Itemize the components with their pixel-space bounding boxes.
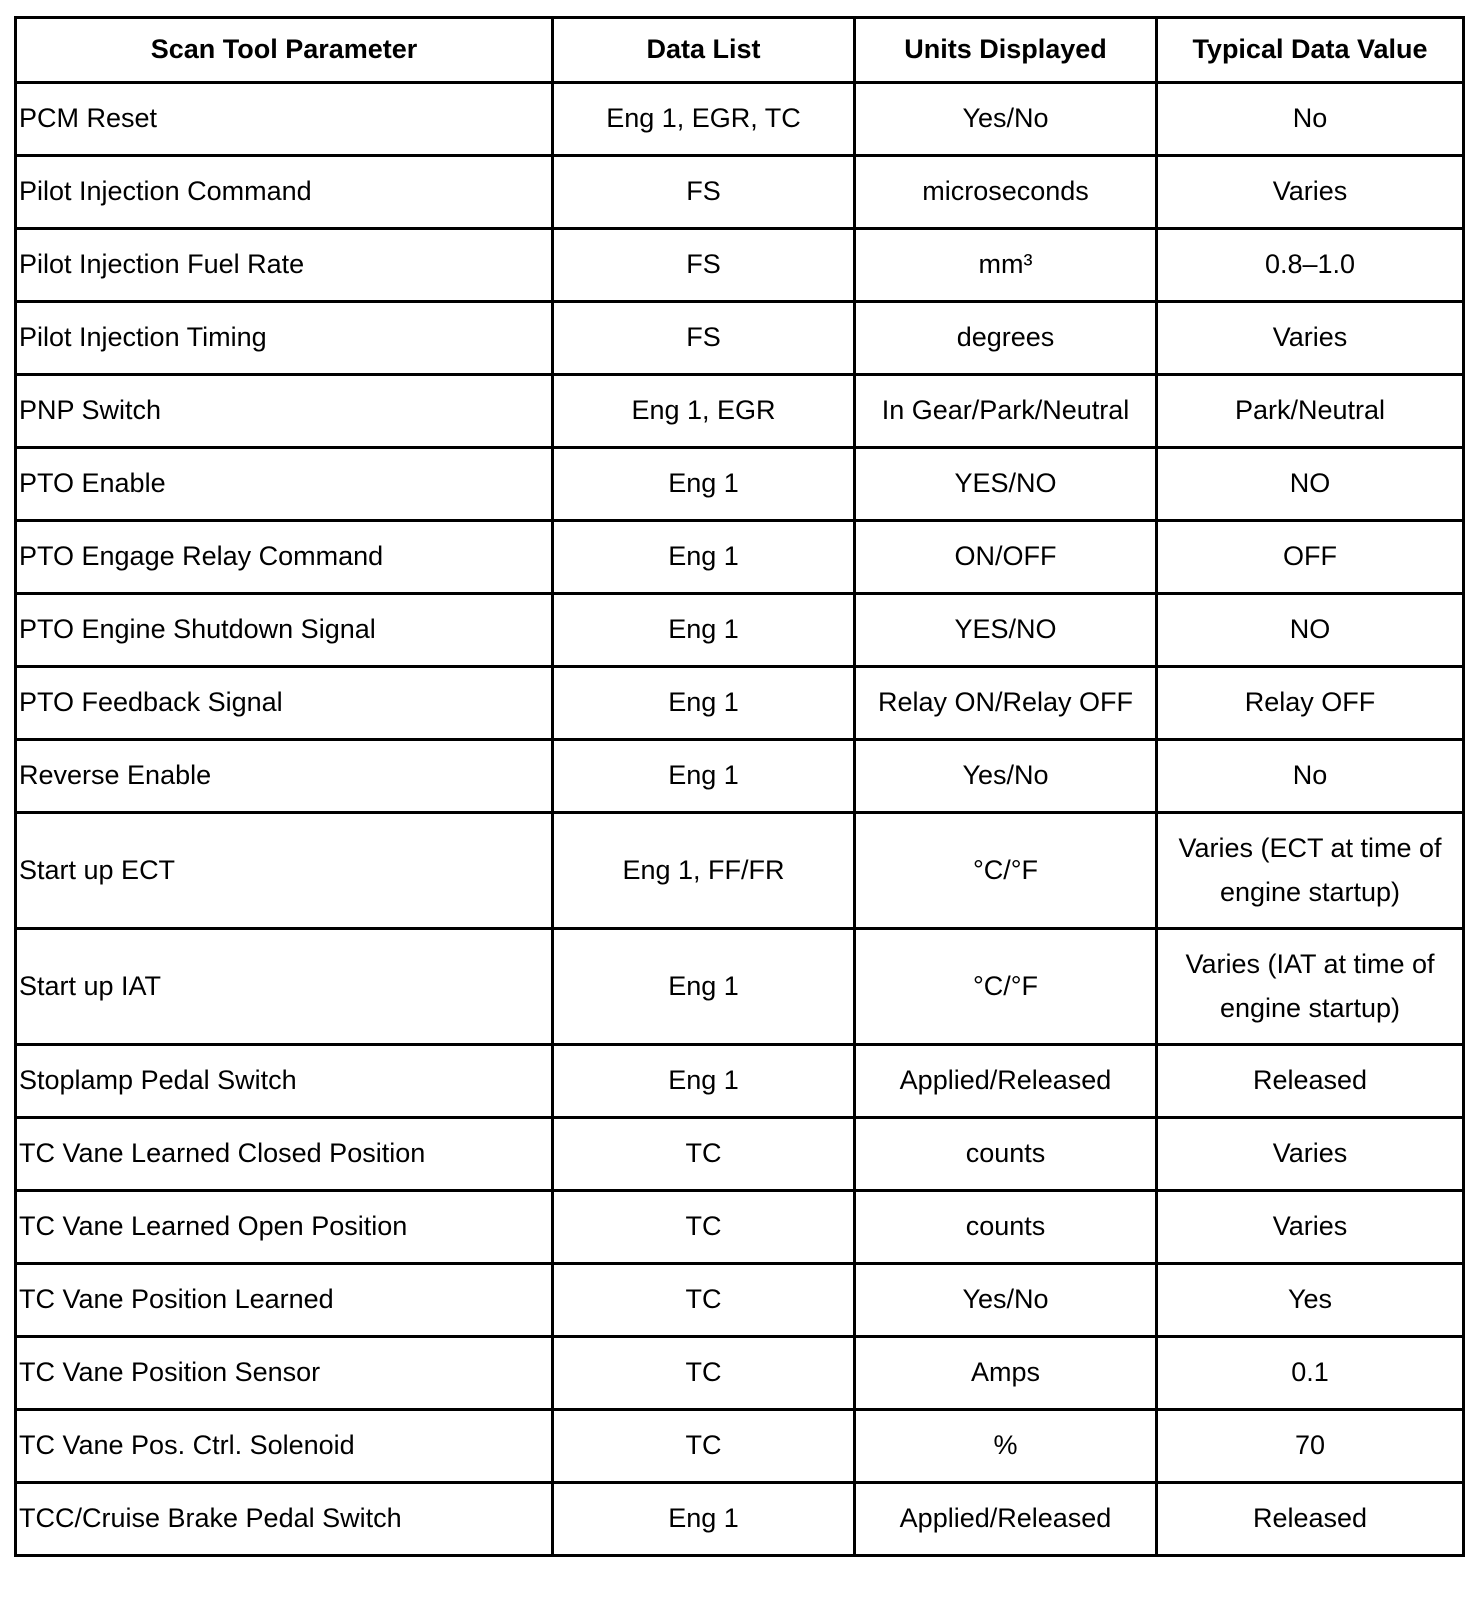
cell-typical-value: NO	[1157, 594, 1464, 667]
table-row	[16, 448, 1464, 521]
cell-parameter: PTO Feedback Signal	[16, 667, 553, 740]
cell-data-list: TC	[553, 1410, 855, 1483]
cell-parameter: TC Vane Learned Open Position	[16, 1191, 553, 1264]
cell-typical-value: 0.1	[1157, 1337, 1464, 1410]
cell-typical-value: No	[1157, 83, 1464, 156]
table-row	[16, 1483, 1464, 1556]
cell-units: mm³	[855, 229, 1157, 302]
table-row	[16, 1045, 1464, 1118]
table-row	[16, 1337, 1464, 1410]
cell-parameter: Pilot Injection Command	[16, 156, 553, 229]
cell-typical-value: Relay OFF	[1157, 667, 1464, 740]
cell-units: Applied/Released	[855, 1483, 1157, 1556]
cell-units: %	[855, 1410, 1157, 1483]
cell-units: Yes/No	[855, 740, 1157, 813]
table-row	[16, 521, 1464, 594]
cell-typical-value: Released	[1157, 1045, 1464, 1118]
header-row	[16, 18, 1464, 83]
scan-tool-parameter-table	[14, 16, 1465, 1557]
cell-parameter: Start up IAT	[16, 929, 553, 1045]
table-row	[16, 302, 1464, 375]
cell-units: In Gear/Park/Neutral	[855, 375, 1157, 448]
cell-parameter: Pilot Injection Fuel Rate	[16, 229, 553, 302]
header-typical-data-value: Typical Data Value	[1157, 18, 1464, 83]
table-row	[16, 229, 1464, 302]
table-row	[16, 375, 1464, 448]
cell-typical-value: Varies	[1157, 302, 1464, 375]
header-data-list: Data List	[553, 18, 855, 83]
cell-data-list: Eng 1, EGR, TC	[553, 83, 855, 156]
cell-parameter: Start up ECT	[16, 813, 553, 929]
table-row	[16, 667, 1464, 740]
cell-data-list: Eng 1	[553, 667, 855, 740]
table-row	[16, 1191, 1464, 1264]
cell-parameter: PTO Engine Shutdown Signal	[16, 594, 553, 667]
table-row	[16, 813, 1464, 929]
cell-units: Amps	[855, 1337, 1157, 1410]
cell-units: Yes/No	[855, 83, 1157, 156]
cell-units: °C/°F	[855, 813, 1157, 929]
cell-units: Yes/No	[855, 1264, 1157, 1337]
cell-units: degrees	[855, 302, 1157, 375]
header-scan-tool-parameter: Scan Tool Parameter	[16, 18, 553, 83]
cell-units: YES/NO	[855, 448, 1157, 521]
cell-parameter: PCM Reset	[16, 83, 553, 156]
cell-units: counts	[855, 1191, 1157, 1264]
cell-units: °C/°F	[855, 929, 1157, 1045]
cell-parameter: TCC/Cruise Brake Pedal Switch	[16, 1483, 553, 1556]
cell-typical-value: Varies	[1157, 1191, 1464, 1264]
cell-typical-value: Park/Neutral	[1157, 375, 1464, 448]
cell-parameter: TC Vane Pos. Ctrl. Solenoid	[16, 1410, 553, 1483]
cell-data-list: TC	[553, 1118, 855, 1191]
cell-units: Applied/Released	[855, 1045, 1157, 1118]
cell-data-list: FS	[553, 156, 855, 229]
cell-data-list: TC	[553, 1191, 855, 1264]
cell-parameter: TC Vane Position Sensor	[16, 1337, 553, 1410]
table-row	[16, 1410, 1464, 1483]
cell-data-list: Eng 1, FF/FR	[553, 813, 855, 929]
cell-data-list: Eng 1	[553, 448, 855, 521]
cell-typical-value: Varies	[1157, 1118, 1464, 1191]
cell-typical-value: Varies (IAT at time of engine startup)	[1157, 929, 1464, 1045]
cell-data-list: Eng 1, EGR	[553, 375, 855, 448]
cell-typical-value: No	[1157, 740, 1464, 813]
cell-parameter: PNP Switch	[16, 375, 553, 448]
table-row	[16, 1264, 1464, 1337]
table-row	[16, 83, 1464, 156]
cell-parameter: Reverse Enable	[16, 740, 553, 813]
cell-parameter: TC Vane Learned Closed Position	[16, 1118, 553, 1191]
cell-typical-value: Yes	[1157, 1264, 1464, 1337]
cell-units: microseconds	[855, 156, 1157, 229]
cell-data-list: Eng 1	[553, 521, 855, 594]
cell-data-list: Eng 1	[553, 740, 855, 813]
cell-data-list: Eng 1	[553, 594, 855, 667]
cell-typical-value: Varies	[1157, 156, 1464, 229]
header-units-displayed: Units Displayed	[855, 18, 1157, 83]
cell-units: counts	[855, 1118, 1157, 1191]
cell-data-list: Eng 1	[553, 1045, 855, 1118]
cell-parameter: Pilot Injection Timing	[16, 302, 553, 375]
cell-parameter: TC Vane Position Learned	[16, 1264, 553, 1337]
cell-parameter: Stoplamp Pedal Switch	[16, 1045, 553, 1118]
table-row	[16, 1118, 1464, 1191]
cell-data-list: Eng 1	[553, 929, 855, 1045]
cell-data-list: Eng 1	[553, 1483, 855, 1556]
cell-units: Relay ON/Relay OFF	[855, 667, 1157, 740]
cell-units: YES/NO	[855, 594, 1157, 667]
cell-units: ON/OFF	[855, 521, 1157, 594]
cell-data-list: TC	[553, 1264, 855, 1337]
table-row	[16, 156, 1464, 229]
table-row	[16, 594, 1464, 667]
table-row	[16, 929, 1464, 1045]
cell-data-list: TC	[553, 1337, 855, 1410]
cell-data-list: FS	[553, 302, 855, 375]
cell-typical-value: NO	[1157, 448, 1464, 521]
cell-parameter: PTO Enable	[16, 448, 553, 521]
cell-typical-value: 0.8–1.0	[1157, 229, 1464, 302]
cell-typical-value: Released	[1157, 1483, 1464, 1556]
cell-typical-value: 70	[1157, 1410, 1464, 1483]
cell-typical-value: OFF	[1157, 521, 1464, 594]
cell-data-list: FS	[553, 229, 855, 302]
table-row	[16, 740, 1464, 813]
cell-parameter: PTO Engage Relay Command	[16, 521, 553, 594]
cell-typical-value: Varies (ECT at time of engine startup)	[1157, 813, 1464, 929]
